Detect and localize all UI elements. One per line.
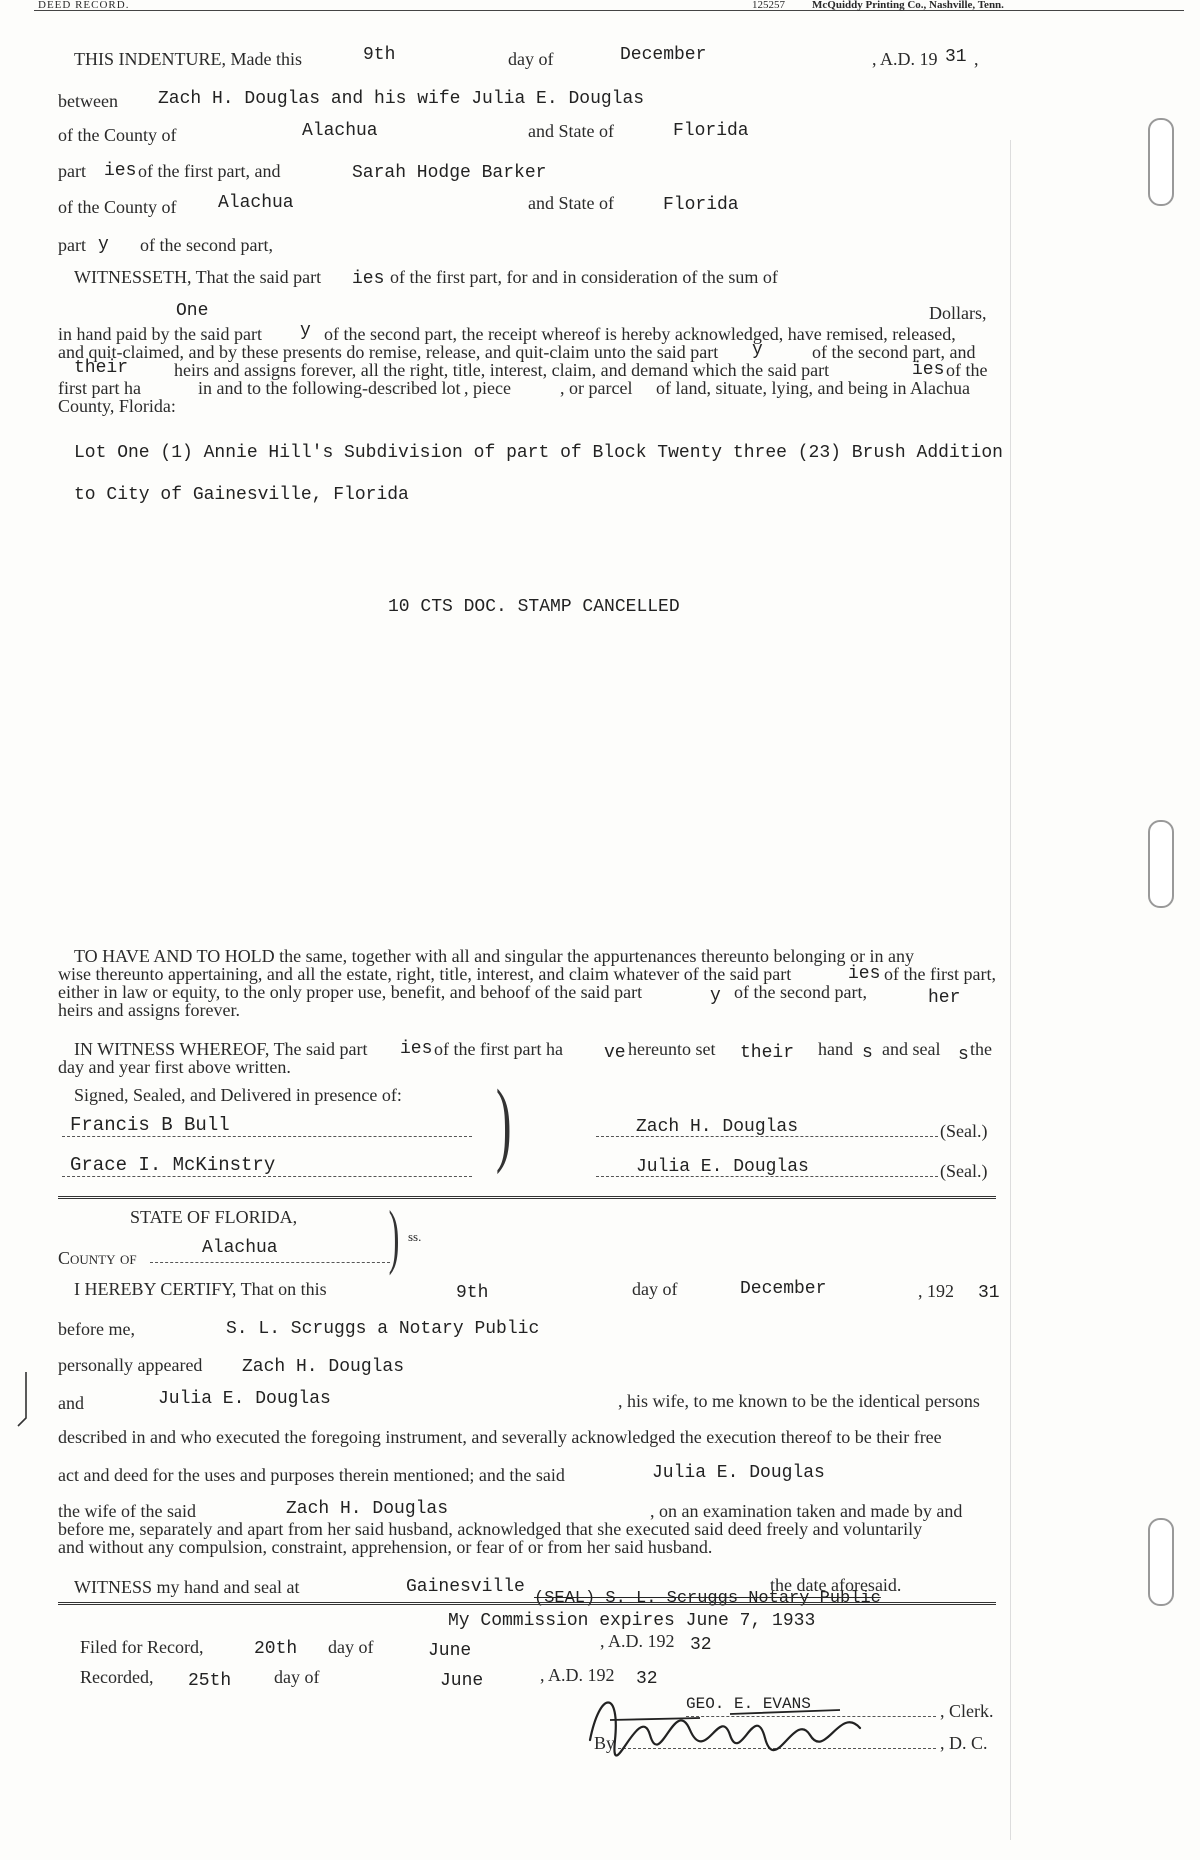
testimonium-seal: and seal	[882, 1039, 941, 1059]
notary-commission: My Commission expires June 7, 1933	[448, 1611, 816, 1631]
ack-place: Gainesville	[406, 1577, 525, 1597]
page-edge-rule	[1010, 140, 1011, 1840]
ack-described: described in and who executed the foregoing instrument, and severally acknowledged the execution thereof to be their free	[58, 1427, 942, 1447]
witness-2-signature: Grace I. McKinstry	[70, 1154, 276, 1176]
county-value-1: Alachua	[302, 121, 378, 141]
header-form-number: 125257	[752, 0, 785, 11]
indenture-heading: THIS INDENTURE, Made this	[74, 49, 302, 69]
binder-ring-bottom	[1148, 1518, 1174, 1606]
witnesseth-line4-c: of the second part, and	[812, 342, 976, 362]
ack-husband: Zach H. Douglas	[286, 1499, 449, 1519]
signer-1-line	[596, 1136, 938, 1137]
witness-2-line	[62, 1176, 472, 1177]
deputy-clerk-label: , D. C.	[940, 1733, 988, 1753]
ack-before-me: before me,	[58, 1319, 135, 1339]
ack-officer: S. L. Scruggs a Notary Public	[226, 1319, 540, 1339]
indenture-comma: ,	[974, 49, 979, 69]
ack-ss: ss.	[408, 1229, 422, 1244]
filed-day-of: day of	[328, 1637, 374, 1657]
ack-day: 9th	[456, 1283, 489, 1303]
binder-ring-top	[1148, 118, 1174, 206]
witnesseth-line6-e: of land, situate, lying, and being in Alachua	[656, 378, 970, 398]
legal-description-line2: to City of Gainesville, Florida	[74, 485, 409, 505]
ack-notary-signature: (SEAL) S. L. Scruggs Notary Public	[534, 1589, 881, 1608]
testimonium-e: hereunto set	[628, 1039, 716, 1059]
witnesseth-line7: County, Florida:	[58, 396, 176, 416]
habendum-line1: TO HAVE AND TO HOLD the same, together with all and singular the appurtenances thereunto belonging or in any	[74, 946, 914, 966]
recorded-month: June	[440, 1671, 484, 1691]
county-label-2: of the County of	[58, 197, 177, 217]
filed-ad: , A.D. 192	[600, 1631, 675, 1651]
recorded-year: 32	[636, 1669, 658, 1689]
clerk-name: GEO. E. EVANS	[686, 1695, 811, 1713]
ack-day-of: day of	[632, 1279, 678, 1299]
habendum-line3-her: her	[928, 988, 961, 1008]
witnesseth-line3-y: y	[300, 321, 311, 341]
deputy-clerk-signature-scribble	[580, 1680, 880, 1760]
witnesseth-line3-c: of the second part, the receipt whereof is hereby acknowledged, have remised, released,	[324, 324, 956, 344]
testimonium-line2: day and year first above written.	[58, 1057, 291, 1077]
first-part-and: of the first part, and	[138, 161, 281, 181]
indenture-day-of: day of	[508, 49, 554, 69]
indenture-day: 9th	[363, 45, 396, 65]
state-value-1: Florida	[673, 121, 749, 141]
between-label: between	[58, 91, 118, 111]
signer-2-line	[596, 1176, 938, 1177]
witness-brace: )	[495, 1071, 512, 1175]
consideration-sum: One	[176, 301, 209, 321]
habendum-line3-y: y	[710, 986, 721, 1006]
county-value-2: Alachua	[218, 193, 294, 213]
signer-1-seal: (Seal.)	[940, 1121, 988, 1141]
county-label-1: of the County of	[58, 125, 177, 145]
binder-ring-middle	[1148, 820, 1174, 908]
indenture-month: December	[620, 45, 707, 65]
ack-year: 31	[978, 1283, 1000, 1303]
witnesseth-ies: ies	[352, 269, 385, 289]
state-label-2: and State of	[528, 193, 614, 213]
witnesseth-line5: heirs and assigns forever, all the right, title, interest, claim, and demand which the said part	[174, 360, 830, 380]
recorded-ad: , A.D. 192	[540, 1665, 615, 1685]
witnesseth-line6: first part ha	[58, 378, 141, 398]
witnesseth-their: their	[74, 358, 129, 378]
ack-person-1: Zach H. Douglas	[242, 1357, 405, 1377]
ack-personally-appeared: personally appeared	[58, 1355, 203, 1375]
witnesseth-line4-y: y	[752, 340, 763, 360]
indenture-year: 31	[945, 47, 967, 67]
ack-wife-name: Julia E. Douglas	[652, 1463, 825, 1483]
ack-month: December	[740, 1279, 827, 1299]
ack-county-line	[150, 1262, 390, 1263]
state-label-1: and State of	[528, 121, 614, 141]
signer-2-signature: Julia E. Douglas	[636, 1157, 809, 1177]
signer-1-signature: Zach H. Douglas	[636, 1117, 799, 1137]
header-printer: McQuiddy Printing Co., Nashville, Tenn.	[812, 0, 1004, 11]
by-label: By	[594, 1733, 616, 1753]
filed-year: 32	[690, 1635, 712, 1655]
recorded-day-of: day of	[274, 1667, 320, 1687]
ack-state: STATE OF FLORIDA,	[130, 1207, 298, 1227]
part-label-2: part	[58, 235, 86, 255]
testimonium-hand: hand	[818, 1039, 853, 1059]
testimonium-ies: ies	[400, 1039, 433, 1059]
habendum-line2-c: of the first part,	[884, 964, 996, 984]
part-suffix-1: ies	[104, 161, 137, 181]
filed-month: June	[428, 1641, 472, 1661]
recorded-day: 25th	[188, 1671, 232, 1691]
witnesseth-line5-c: of the	[946, 360, 988, 380]
ack-county-label: County of	[58, 1248, 137, 1268]
ack-before-apart: before me, separately and apart from her said husband, acknowledged that she executed said deed freely and voluntarily	[58, 1519, 923, 1539]
witnesseth-line6-b: in and to the following-described lot	[198, 378, 461, 398]
witnesseth-line6-c: , piece	[464, 378, 511, 398]
legal-description-line1: Lot One (1) Annie Hill's Subdivision of part of Block Twenty three (23) Brush Addition	[74, 443, 1003, 463]
habendum-line2-a: wise thereunto appertaining, and all the estate, right, title, interest, and claim whatever of the said part	[58, 964, 792, 984]
grantors-names: Zach H. Douglas and his wife Julia E. Douglas	[158, 89, 645, 109]
habendum-line4: heirs and assigns forever.	[58, 1000, 240, 1020]
habendum-line3-a: either in law or equity, to the only proper use, benefit, and behoof of the said part	[58, 982, 643, 1002]
ack-county: Alachua	[202, 1238, 278, 1258]
ack-and: and	[58, 1393, 84, 1413]
state-value-2: Florida	[663, 195, 739, 215]
section-divider	[58, 1196, 996, 1199]
witness-1-line	[62, 1136, 472, 1137]
ack-witness-hand: WITNESS my hand and seal at	[74, 1577, 300, 1597]
witnesseth-c: of the first part, for and in consideration of the sum of	[390, 267, 778, 287]
habendum-line2-ies: ies	[848, 964, 881, 984]
witnesseth-line4: and quit-claimed, and by these presents do remise, release, and quit-claim unto the said part	[58, 342, 719, 362]
ack-date-aforesaid: the date aforesaid.	[770, 1575, 902, 1595]
ack-person-2: Julia E. Douglas	[158, 1389, 331, 1409]
indenture-ad: , A.D. 19	[872, 49, 938, 69]
filing-divider	[58, 1602, 996, 1605]
filed-label: Filed for Record,	[80, 1637, 204, 1657]
ack-his-wife: , his wife, to me known to be the identical persons	[618, 1391, 980, 1411]
ack-brace: )	[388, 1196, 400, 1276]
recorded-label: Recorded,	[80, 1667, 154, 1687]
clerk-label: , Clerk.	[940, 1701, 994, 1721]
ack-without: and without any compulsion, constraint, apprehension, or fear of or from her said husband.	[58, 1537, 713, 1557]
witnesseth-a: WITNESSETH, That the said part	[74, 267, 322, 287]
testimonium-c: of the first part ha	[434, 1039, 563, 1059]
part-label-1: part	[58, 161, 86, 181]
testimonium-a: IN WITNESS WHEREOF, The said part	[74, 1039, 368, 1059]
testimonium-s1: s	[862, 1043, 873, 1063]
doc-stamp-note: 10 CTS DOC. STAMP CANCELLED	[388, 597, 680, 617]
witnesseth-line3-a: in hand paid by the said part	[58, 324, 262, 344]
testimonium-s2: s	[958, 1045, 969, 1065]
signed-in-presence: Signed, Sealed, and Delivered in presence of:	[74, 1085, 402, 1105]
dollars-label: Dollars,	[929, 303, 987, 323]
signer-2-seal: (Seal.)	[940, 1161, 988, 1181]
ack-year-prefix: , 192	[918, 1281, 954, 1301]
part-suffix-2: y	[98, 235, 109, 255]
testimonium-ve: ve	[604, 1043, 626, 1063]
ack-act-deed: act and deed for the uses and purposes therein mentioned; and the said	[58, 1465, 565, 1485]
witness-1-signature: Francis B Bull	[70, 1114, 230, 1136]
header-title: DEED RECORD.	[38, 0, 130, 11]
grantee-name: Sarah Hodge Barker	[352, 163, 547, 183]
testimonium-the: the	[970, 1039, 992, 1059]
ack-wife-of: the wife of the said	[58, 1501, 196, 1521]
margin-check-mark-icon	[14, 1370, 34, 1430]
ack-certify: I HEREBY CERTIFY, That on this	[74, 1279, 327, 1299]
habendum-line3-c: of the second part,	[734, 982, 867, 1002]
filed-day: 20th	[254, 1639, 298, 1659]
witnesseth-line5-ies: ies	[912, 360, 945, 380]
second-part-label: of the second part,	[140, 235, 273, 255]
testimonium-their: their	[740, 1043, 795, 1063]
header-rule	[34, 10, 1184, 11]
ack-exam: , on an examination taken and made by and	[650, 1501, 963, 1521]
witnesseth-line6-d: , or parcel	[560, 378, 633, 398]
